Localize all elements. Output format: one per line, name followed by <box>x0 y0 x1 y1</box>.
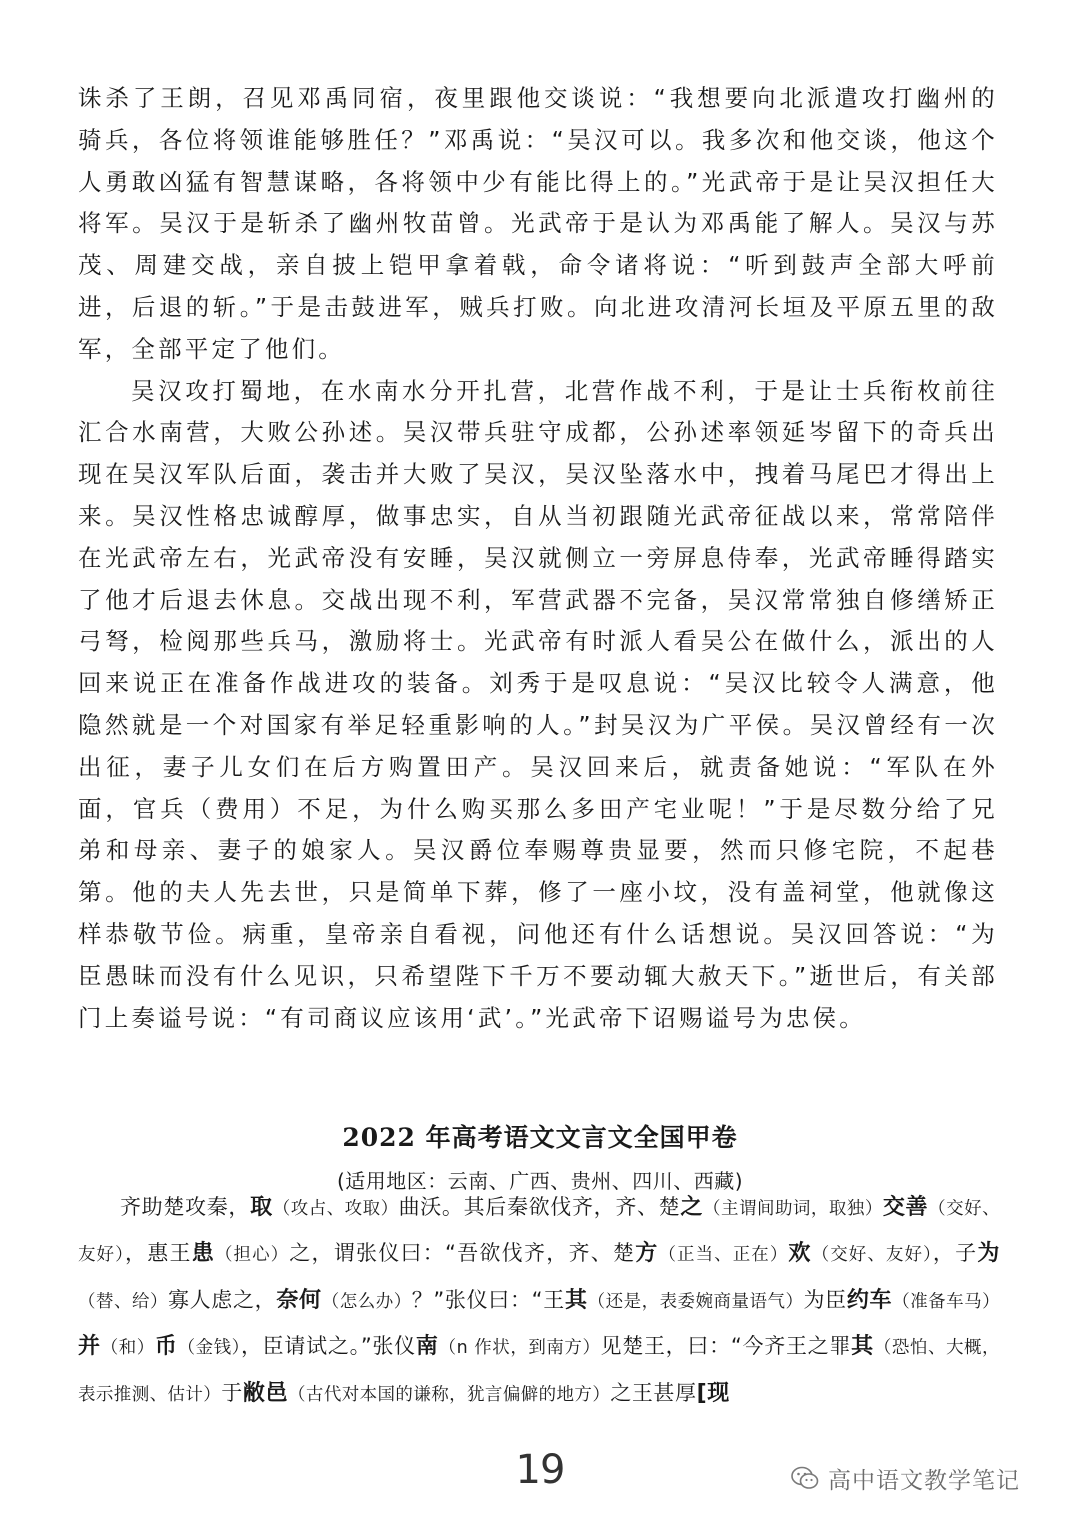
passage-text: ，子 <box>932 1241 978 1266</box>
gloss-annotation: （n 作状，到南方） <box>438 1338 601 1359</box>
keyword: 约车 <box>846 1287 893 1313</box>
gloss-annotation: （金钱） <box>177 1338 241 1359</box>
wechat-icon <box>790 1465 820 1491</box>
passage-text: 齐助楚攻秦， <box>120 1195 251 1219</box>
gloss-annotation: （主谓间助词，取独） <box>703 1199 883 1219</box>
exam-title: 2022 年高考语文文言文全国甲卷 <box>342 1123 738 1152</box>
passage-text: 为臣 <box>803 1287 847 1312</box>
keyword: 并 <box>78 1334 101 1360</box>
translation-paragraph-2: 吴汉攻打蜀地，在水南水分开扎营，北营作战不利，于是让士兵衔枚前往汇合水南营，大败公孙述。吴汉带兵驻守成都，公孙述率领延岑留下的奇兵出现在吴汉军队后面，袭击并大败了吴汉，吴汉坠落水中，拽着马尾巴才得出上来。吴汉性格忠诚醇厚，做事忠实，自从当初跟随光武帝征战以来，常常陪伴在光武帝左右，光武帝没有安睡，吴汉就侧立一旁屏息侍奉，光武帝睡得踏实了他才后退去休息。交战出现不利，军营武器不完备，吴汉常常独自修缮矫正弓弩，检阅那些兵马，激励将士。光武帝有时派人看吴公在做什么，派出的人回来说正在准备作战进攻的装备。刘秀于是叹息说：“吴汉比较令人满意，他隐然就是一个对国家有举足轻重影响的人。”封吴汉为广平侯。吴汉曾经有一次出征，妻子儿女们在后方购置田产。吴汉回来后，就责备她说：“军队在外面，官兵（费用）不足，为什么购买那么多田产宅业呢！”于是尽数分给了兄弟和母亲、妻子的娘家人。吴汉爵位奉赐尊贵显要，然而只修宅院，不起巷第。他的夫人先去世，只是简单下葬，修了一座小坟，没有盖祠堂，他就像这样恭敬节俭。病重，皇帝亲自看视，问他还有什么话想说。吴汉回答说：“为臣愚昧而没有什么见识，只希望陛下千万不要动辄大赦天下。”逝世后，有关部门上奏谥号说：“有司商议应该用‘武’。”光武帝下诏赐谥号为忠侯。 <box>78 376 998 1032</box>
keyword: 方 <box>635 1241 659 1267</box>
passage-text: 寡人虑之， <box>167 1287 277 1312</box>
keyword: 其 <box>851 1334 874 1360</box>
exam-region: (适用地区：云南、广西、贵州、四川、西藏) <box>336 1169 744 1193</box>
passage-text: 于 <box>221 1380 243 1405</box>
gloss-annotation: （正当、正在） <box>658 1245 789 1266</box>
keyword: 取 <box>250 1195 273 1220</box>
passage-text: 曲沃。其后秦欲伐齐，齐、楚 <box>398 1195 681 1219</box>
watermark <box>790 1458 1020 1498</box>
keyword: 币 <box>154 1334 178 1360</box>
gloss-annotation: （和） <box>100 1338 155 1359</box>
passage-text: 之王甚厚 <box>610 1380 697 1405</box>
keyword: 欢 <box>788 1241 812 1267</box>
gloss-annotation: （恐怕、大概，表示推测、估计） <box>78 1338 1000 1405</box>
gloss-annotation: （怎么办） <box>321 1291 412 1312</box>
keyword: 奈何 <box>276 1287 322 1313</box>
gloss-annotation: （古代对本国的谦称，犹言偏僻的地方） <box>288 1384 611 1405</box>
gloss-annotation: （交好、友好） <box>78 1199 1000 1266</box>
passage-text: 之，谓张仪曰：“吾欲伐齐，齐、楚 <box>289 1241 636 1266</box>
keyword: 为 <box>977 1241 1000 1267</box>
passage-text: ？”张仪曰：“王 <box>411 1287 565 1312</box>
passage-text: 见楚王，曰：“今齐王之罪 <box>600 1334 852 1359</box>
translation-section <box>78 78 998 1039</box>
gloss-annotation: （担心） <box>214 1245 290 1266</box>
keyword: 敝邑 <box>242 1380 289 1406</box>
passage-text: ，惠王 <box>124 1241 192 1266</box>
keyword: 之 <box>680 1195 704 1220</box>
keyword: 患 <box>191 1241 215 1267</box>
watermark-text: 高中语文教学笔记 <box>828 1467 1020 1494</box>
keyword: [现 <box>696 1380 730 1406</box>
gloss-annotation: （还是，表委婉商量语气） <box>587 1291 804 1312</box>
gloss-annotation: （准备车马） <box>892 1291 1001 1312</box>
gloss-annotation: （替、给） <box>78 1291 168 1312</box>
keyword: 南 <box>415 1334 439 1360</box>
page-number: 19 <box>515 1447 565 1493</box>
annotated-passage <box>78 1185 1000 1417</box>
gloss-annotation: （攻占、攻取） <box>272 1199 399 1219</box>
keyword: 其 <box>564 1287 588 1313</box>
keyword: 交善 <box>882 1195 929 1220</box>
passage-text: ，臣请试之。”张仪 <box>240 1334 416 1359</box>
translation-paragraph-1: 诛杀了王朗，召见邓禹同宿，夜里跟他交谈说：“我想要向北派遣攻打幽州的骑兵，各位将领谁能够胜任？”邓禹说：“吴汉可以。我多次和他交谈，他这个人勇敢凶猛有智慧谋略，各将领中少有能比得上的。”光武帝于是让吴汉担任大将军。吴汉于是斩杀了幽州牧苗曾。光武帝于是认为邓禹能了解人。吴汉与苏茂、周建交战，亲自披上铠甲拿着戟，命令诸将说：“听到鼓声全部大呼前进，后退的斩。”于是击鼓进军，贼兵打败。向北进攻清河长垣及平原五里的敌军，全部平定了他们。 <box>78 84 998 363</box>
gloss-annotation: （交好、友好） <box>811 1245 933 1266</box>
